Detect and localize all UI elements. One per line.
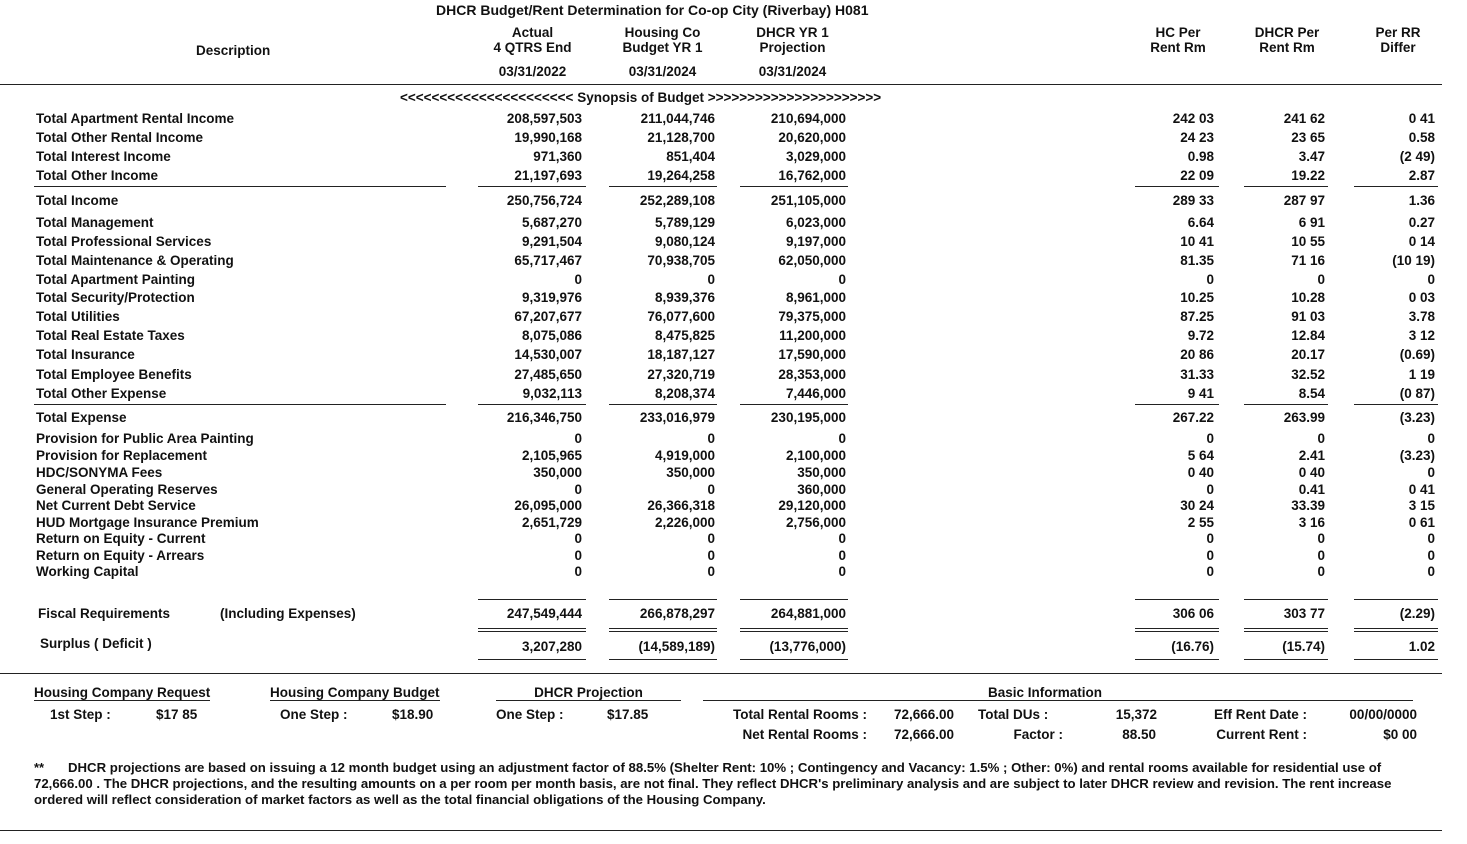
row-description: Net Current Debt Service	[36, 498, 196, 513]
subtotal-line	[1135, 404, 1219, 405]
cell-actual: 0	[574, 272, 582, 287]
cell-actual: 208,597,503	[506, 111, 582, 126]
cell-hc-per-rr: 289 33	[1172, 193, 1214, 208]
cell-hc-per-rr: 10.25	[1180, 290, 1214, 305]
table-row	[0, 328, 1467, 345]
cell-projection: 7,446,000	[785, 386, 846, 401]
subtotal-line	[609, 186, 717, 187]
cell-differ: 0	[1427, 548, 1435, 563]
row-description: Total Other Rental Income	[36, 130, 204, 145]
cell-hc-per-rr: 0	[1206, 431, 1214, 446]
cell-dhcr-per-rr: 0.41	[1298, 482, 1325, 497]
cell-dhcr-per-rr: 0	[1317, 272, 1325, 287]
row-description: Total Expense	[36, 410, 127, 425]
table-row	[0, 234, 1467, 251]
cell-differ: (2.29)	[1399, 606, 1435, 621]
cell-projection: 29,120,000	[778, 498, 846, 513]
surplus-label: Surplus ( Deficit )	[40, 636, 152, 651]
cell-differ: 0 41	[1408, 482, 1435, 497]
row-description: Total Apartment Rental Income	[36, 111, 235, 126]
cell-budget: 4,919,000	[654, 448, 715, 463]
cell-projection: 3,029,000	[785, 149, 846, 164]
surplus-underline	[1244, 659, 1328, 660]
cell-actual: 19,990,168	[514, 130, 582, 145]
cell-differ: 0	[1427, 431, 1435, 446]
cell-dhcr-per-rr: 303 77	[1283, 606, 1325, 621]
cell-dhcr-per-rr: 10 55	[1291, 234, 1325, 249]
row-description: Total Other Expense	[36, 386, 167, 401]
row-description: Total Real Estate Taxes	[36, 328, 185, 343]
subtotal-line	[1244, 186, 1328, 187]
note-marker: **	[34, 760, 45, 775]
cell-actual: 9,032,113	[522, 386, 582, 401]
basic-info-heading: Basic Information	[988, 685, 1103, 700]
cell-dhcr-per-rr: 3.47	[1298, 149, 1325, 164]
subtotal-line	[478, 404, 586, 405]
cell-budget: 350,000	[666, 465, 715, 480]
table-row	[0, 564, 1467, 581]
cell-budget: 21,128,700	[647, 130, 715, 145]
header-per-rr-differ: Per RR Differ	[1375, 25, 1421, 55]
total-rental-rooms-value: 72,666.00	[893, 707, 954, 722]
cell-budget: 252,289,108	[639, 193, 715, 208]
surplus-projection: (13,776,000)	[769, 639, 846, 654]
cell-actual: 0	[574, 431, 582, 446]
row-description: Total Professional Services	[36, 234, 212, 249]
row-description: Total Employee Benefits	[36, 367, 192, 382]
header-date-actual: 03/31/2022	[498, 64, 567, 79]
cell-hc-per-rr: 22 09	[1180, 168, 1214, 183]
cell-differ: (0.69)	[1399, 347, 1435, 362]
cell-differ: 2.87	[1408, 168, 1435, 183]
cell-differ: 0.27	[1408, 215, 1435, 230]
table-row	[0, 548, 1467, 565]
cell-budget: 266,878,297	[639, 606, 715, 621]
cell-actual: 5,687,270	[521, 215, 582, 230]
cell-actual: 0	[574, 531, 582, 546]
table-row	[0, 531, 1467, 548]
subtotal-line	[478, 186, 586, 187]
cell-projection: 62,050,000	[778, 253, 846, 268]
double-line	[609, 628, 717, 632]
row-description: Provision for Replacement	[36, 448, 208, 463]
cell-differ: 0 14	[1408, 234, 1435, 249]
hc-budget-value: $18.90	[392, 707, 434, 722]
cell-actual: 0	[574, 548, 582, 563]
row-description: HDC/SONYMA Fees	[36, 465, 163, 480]
cell-budget: 76,077,600	[647, 309, 715, 324]
table-row	[0, 515, 1467, 532]
subtotal-line	[1244, 599, 1328, 600]
cell-projection: 2,756,000	[785, 515, 846, 530]
page-title: DHCR Budget/Rent Determination for Co-op City (Riverbay) H081	[436, 2, 869, 18]
cell-differ: 3 15	[1408, 498, 1435, 513]
cell-hc-per-rr: 0	[1206, 272, 1214, 287]
cell-differ: 0 03	[1408, 290, 1435, 305]
table-row	[0, 111, 1467, 128]
row-description: Provision for Public Area Painting	[36, 431, 254, 446]
header-description: Description	[196, 43, 271, 58]
header-hc-per-rent-rm: HC Per Rent Rm	[1150, 25, 1206, 55]
header-actual: Actual 4 QTRS End	[493, 25, 572, 55]
dhcr-projection-heading: DHCR Projection	[496, 685, 681, 701]
header-divider	[0, 84, 1442, 85]
cell-dhcr-per-rr: 0 40	[1298, 465, 1325, 480]
table-row	[0, 215, 1467, 232]
cell-differ: (3.23)	[1399, 410, 1435, 425]
table-row	[0, 193, 1467, 210]
header-dhcr-projection: DHCR YR 1 Projection	[756, 25, 829, 55]
cell-budget: 9,080,124	[654, 234, 715, 249]
surplus-underline	[478, 659, 586, 660]
cell-projection: 0	[838, 272, 846, 287]
footnote: DHCR projections are based on issuing a 12 month budget using an adjustment factor of 88.5% (Shelter Rent: 10% ; Contingency and Vacancy: 1.5% ; Other: 0%) and rental rooms available for residential use of 72,666.00 . The DHCR projections, and the resulting amounts on a per room per month basis, are not final. They reflect DHCR's preliminary analysis and are subject to later DHCR review and revision. The rent increase ordered will reflect consideration of market factors as well as the total financial obligations of the Housing Company.	[34, 760, 1392, 807]
cell-actual: 27,485,650	[514, 367, 582, 382]
table-row	[0, 410, 1467, 427]
double-line	[1354, 628, 1438, 632]
cell-dhcr-per-rr: 20.17	[1291, 347, 1325, 362]
cell-dhcr-per-rr: 71 16	[1291, 253, 1325, 268]
cell-differ: 3.78	[1408, 309, 1435, 324]
cell-dhcr-per-rr: 10.28	[1291, 290, 1325, 305]
table-row	[0, 309, 1467, 326]
cell-hc-per-rr: 9 41	[1187, 386, 1214, 401]
cell-projection: 11,200,000	[779, 328, 846, 343]
cell-projection: 28,353,000	[778, 367, 846, 382]
cell-projection: 17,590,000	[778, 347, 846, 362]
hc-budget-heading: Housing Company Budget	[270, 685, 440, 700]
cell-dhcr-per-rr: 19.22	[1291, 168, 1325, 183]
cell-hc-per-rr: 10 41	[1180, 234, 1214, 249]
cell-budget: 18,187,127	[647, 347, 715, 362]
cell-projection: 264,881,000	[770, 606, 846, 621]
fiscal-note: (Including Expenses)	[220, 606, 356, 621]
cell-dhcr-per-rr: 263.99	[1283, 410, 1325, 425]
surplus-underline	[1135, 659, 1219, 660]
cell-budget: 0	[707, 482, 715, 497]
cell-actual: 971,360	[533, 149, 582, 164]
cell-projection: 9,197,000	[785, 234, 846, 249]
header-housing-co-budget: Housing Co Budget YR 1	[622, 25, 703, 55]
row-description: Return on Equity - Current	[36, 531, 206, 546]
cell-budget: 70,938,705	[647, 253, 715, 268]
header-dhcr-per-rent-rm: DHCR Per Rent Rm	[1254, 25, 1320, 55]
cell-budget: 851,404	[666, 149, 715, 164]
cell-projection: 6,023,000	[785, 215, 846, 230]
cell-differ: 0	[1427, 564, 1435, 579]
net-rental-rooms-value: 72,666.00	[893, 727, 954, 742]
cell-dhcr-per-rr: 0	[1317, 431, 1325, 446]
cell-budget: 5,789,129	[654, 215, 715, 230]
cell-differ: 0 41	[1408, 111, 1435, 126]
subtotal-line	[34, 404, 446, 405]
cell-budget: 211,044,746	[640, 111, 715, 126]
current-rent-label: Current Rent :	[1216, 727, 1307, 742]
cell-hc-per-rr: 0 40	[1187, 465, 1214, 480]
cell-projection: 251,105,000	[770, 193, 846, 208]
table-row	[0, 482, 1467, 499]
surplus-actual: 3,207,280	[521, 639, 582, 654]
cell-projection: 210,694,000	[770, 111, 846, 126]
cell-differ: 0 61	[1408, 515, 1435, 530]
cell-projection: 0	[838, 564, 846, 579]
subtotal-line	[740, 404, 848, 405]
cell-dhcr-per-rr: 287 97	[1283, 193, 1325, 208]
cell-budget: 27,320,719	[647, 367, 715, 382]
row-description: General Operating Reserves	[36, 482, 218, 497]
cell-actual: 9,291,504	[521, 234, 582, 249]
total-dus-label: Total DUs :	[978, 707, 1049, 722]
double-line	[1244, 628, 1328, 632]
cell-projection: 20,620,000	[778, 130, 846, 145]
row-description: Total Utilities	[36, 309, 120, 324]
subtotal-line	[740, 186, 848, 187]
cell-hc-per-rr: 0	[1206, 482, 1214, 497]
subtotal-line	[740, 599, 848, 600]
table-row	[0, 168, 1467, 185]
table-row	[0, 149, 1467, 166]
cell-budget: 8,939,376	[654, 290, 715, 305]
cell-dhcr-per-rr: 23 65	[1291, 130, 1325, 145]
cell-actual: 216,346,750	[506, 410, 582, 425]
cell-actual: 67,207,677	[514, 309, 582, 324]
cell-differ: 0	[1427, 272, 1435, 287]
synopsis-banner: <<<<<<<<<<<<<<<<<<<<<< Synopsis of Budget >>>>>>>>>>>>>>>>>>>>>>	[400, 90, 882, 105]
cell-budget: 2,226,000	[654, 515, 715, 530]
header-date-projection: 03/31/2024	[758, 64, 827, 79]
cell-dhcr-per-rr: 8.54	[1298, 386, 1325, 401]
hc-budget-label: One Step :	[280, 707, 348, 722]
cell-differ: (10 19)	[1392, 253, 1435, 268]
cell-hc-per-rr: 5 64	[1187, 448, 1214, 463]
surplus-differ: 1.02	[1408, 639, 1435, 654]
table-row	[0, 431, 1467, 448]
basic-info-rule	[703, 700, 1413, 701]
cell-budget: 8,475,825	[654, 328, 715, 343]
dhcr-projection-label: One Step :	[496, 707, 564, 722]
cell-hc-per-rr: 0	[1206, 531, 1214, 546]
cell-actual: 0	[574, 564, 582, 579]
cell-actual: 0	[574, 482, 582, 497]
subtotal-line	[34, 186, 446, 187]
section-divider	[0, 673, 1442, 674]
cell-hc-per-rr: 267.22	[1172, 410, 1214, 425]
cell-differ: 0	[1427, 465, 1435, 480]
table-row	[0, 253, 1467, 270]
cell-projection: 360,000	[797, 482, 846, 497]
cell-differ: 3 12	[1408, 328, 1435, 343]
subtotal-line	[1354, 186, 1438, 187]
cell-actual: 2,651,729	[521, 515, 582, 530]
row-description: Fiscal Requirements	[38, 606, 171, 621]
cell-dhcr-per-rr: 241 62	[1283, 111, 1325, 126]
cell-actual: 247,549,444	[506, 606, 582, 621]
eff-rent-date-label: Eff Rent Date :	[1213, 707, 1307, 722]
double-line	[1135, 628, 1219, 632]
surplus-underline	[740, 659, 848, 660]
table-row	[0, 448, 1467, 465]
cell-hc-per-rr: 30 24	[1180, 498, 1214, 513]
cell-dhcr-per-rr: 0	[1317, 564, 1325, 579]
cell-dhcr-per-rr: 32.52	[1291, 367, 1325, 382]
cell-budget: 0	[707, 531, 715, 546]
table-row	[0, 347, 1467, 364]
factor-value: 88.50	[1122, 727, 1156, 742]
double-line	[478, 628, 586, 632]
cell-differ: (3.23)	[1399, 448, 1435, 463]
total-rental-rooms-label: Total Rental Rooms :	[732, 707, 867, 722]
cell-actual: 350,000	[533, 465, 582, 480]
cell-hc-per-rr: 306 06	[1172, 606, 1214, 621]
double-line	[740, 628, 848, 632]
subtotal-line	[478, 599, 586, 600]
cell-actual: 21,197,693	[514, 168, 582, 183]
cell-hc-per-rr: 0.98	[1187, 149, 1214, 164]
cell-projection: 8,961,000	[785, 290, 846, 305]
surplus-underline	[1354, 659, 1438, 660]
row-description: Total Interest Income	[36, 149, 171, 164]
surplus-hc-per-rr: (16.76)	[1171, 639, 1214, 654]
cell-hc-per-rr: 0	[1206, 564, 1214, 579]
subtotal-line	[609, 599, 717, 600]
cell-budget: 0	[707, 548, 715, 563]
cell-dhcr-per-rr: 3 16	[1298, 515, 1325, 530]
subtotal-line	[1135, 186, 1219, 187]
cell-differ: 1.36	[1408, 193, 1435, 208]
eff-rent-date-value: 00/00/0000	[1349, 707, 1417, 722]
cell-dhcr-per-rr: 0	[1317, 531, 1325, 546]
row-description: Working Capital	[36, 564, 139, 579]
cell-differ: 0.58	[1408, 130, 1435, 145]
cell-dhcr-per-rr: 0	[1317, 548, 1325, 563]
cell-actual: 65,717,467	[514, 253, 582, 268]
cell-differ: (0 87)	[1399, 386, 1435, 401]
factor-label: Factor :	[1013, 727, 1063, 742]
surplus-dhcr-per-rr: (15.74)	[1282, 639, 1325, 654]
cell-dhcr-per-rr: 2.41	[1298, 448, 1325, 463]
cell-budget: 0	[707, 564, 715, 579]
current-rent-value: $0 00	[1383, 727, 1417, 742]
table-row	[0, 290, 1467, 307]
row-description: Return on Equity - Arrears	[36, 548, 205, 563]
cell-hc-per-rr: 0	[1206, 548, 1214, 563]
cell-projection: 0	[838, 548, 846, 563]
cell-hc-per-rr: 87.25	[1180, 309, 1214, 324]
cell-dhcr-per-rr: 6 91	[1298, 215, 1325, 230]
cell-differ: 1 19	[1408, 367, 1435, 382]
hc-request-value: $17 85	[156, 707, 198, 722]
surplus-budget: (14,589,189)	[638, 639, 715, 654]
subtotal-line	[1354, 404, 1438, 405]
header-date-budget: 03/31/2024	[628, 64, 697, 79]
row-description: Total Maintenance & Operating	[36, 253, 234, 268]
row-description: Total Other Income	[36, 168, 159, 183]
cell-differ: 0	[1427, 531, 1435, 546]
cell-projection: 79,375,000	[778, 309, 846, 324]
cell-projection: 350,000	[797, 465, 846, 480]
cell-hc-per-rr: 6.64	[1187, 215, 1214, 230]
cell-actual: 8,075,086	[521, 328, 582, 343]
cell-actual: 250,756,724	[506, 193, 582, 208]
hc-request-heading: Housing Company Request	[34, 685, 211, 700]
table-row	[0, 386, 1467, 403]
dhcr-projection-value: $17.85	[607, 707, 649, 722]
cell-differ: (2 49)	[1399, 149, 1435, 164]
table-row	[0, 130, 1467, 147]
table-row	[0, 465, 1467, 482]
cell-projection: 0	[838, 431, 846, 446]
hc-request-label: 1st Step :	[50, 707, 111, 722]
cell-projection: 2,100,000	[785, 448, 846, 463]
table-row	[0, 272, 1467, 289]
surplus-values	[0, 639, 1467, 656]
net-rental-rooms-label: Net Rental Rooms :	[742, 727, 867, 742]
cell-projection: 230,195,000	[770, 410, 846, 425]
cell-hc-per-rr: 81.35	[1180, 253, 1214, 268]
cell-dhcr-per-rr: 12.84	[1291, 328, 1325, 343]
cell-budget: 0	[707, 431, 715, 446]
row-description: Total Apartment Painting	[36, 272, 196, 287]
table-row	[0, 367, 1467, 384]
cell-hc-per-rr: 2 55	[1187, 515, 1214, 530]
cell-budget: 0	[707, 272, 715, 287]
cell-projection: 0	[838, 531, 846, 546]
cell-actual: 26,095,000	[514, 498, 582, 513]
cell-hc-per-rr: 9.72	[1187, 328, 1214, 343]
subtotal-line	[1135, 599, 1219, 600]
bottom-rule	[0, 830, 1442, 831]
cell-actual: 2,105,965	[521, 448, 582, 463]
row-description: Total Security/Protection	[36, 290, 195, 305]
cell-hc-per-rr: 20 86	[1180, 347, 1214, 362]
cell-budget: 26,366,318	[647, 498, 715, 513]
subtotal-line	[1354, 599, 1438, 600]
cell-budget: 8,208,374	[654, 386, 715, 401]
row-description: Total Income	[36, 193, 119, 208]
cell-actual: 14,530,007	[514, 347, 582, 362]
cell-hc-per-rr: 242 03	[1172, 111, 1214, 126]
cell-actual: 9,319,976	[521, 290, 582, 305]
row-description: HUD Mortgage Insurance Premium	[36, 515, 259, 530]
cell-dhcr-per-rr: 33.39	[1291, 498, 1325, 513]
row-description: Total Management	[36, 215, 154, 230]
subtotal-line	[609, 404, 717, 405]
cell-hc-per-rr: 31.33	[1180, 367, 1214, 382]
table-row	[0, 498, 1467, 515]
cell-projection: 16,762,000	[778, 168, 846, 183]
cell-budget: 19,264,258	[647, 168, 715, 183]
cell-dhcr-per-rr: 91 03	[1291, 309, 1325, 324]
row-description: Total Insurance	[36, 347, 135, 362]
subtotal-line	[1244, 404, 1328, 405]
surplus-underline	[609, 659, 717, 660]
cell-budget: 233,016,979	[639, 410, 715, 425]
total-dus-value: 15,372	[1115, 707, 1157, 722]
cell-hc-per-rr: 24 23	[1180, 130, 1214, 145]
